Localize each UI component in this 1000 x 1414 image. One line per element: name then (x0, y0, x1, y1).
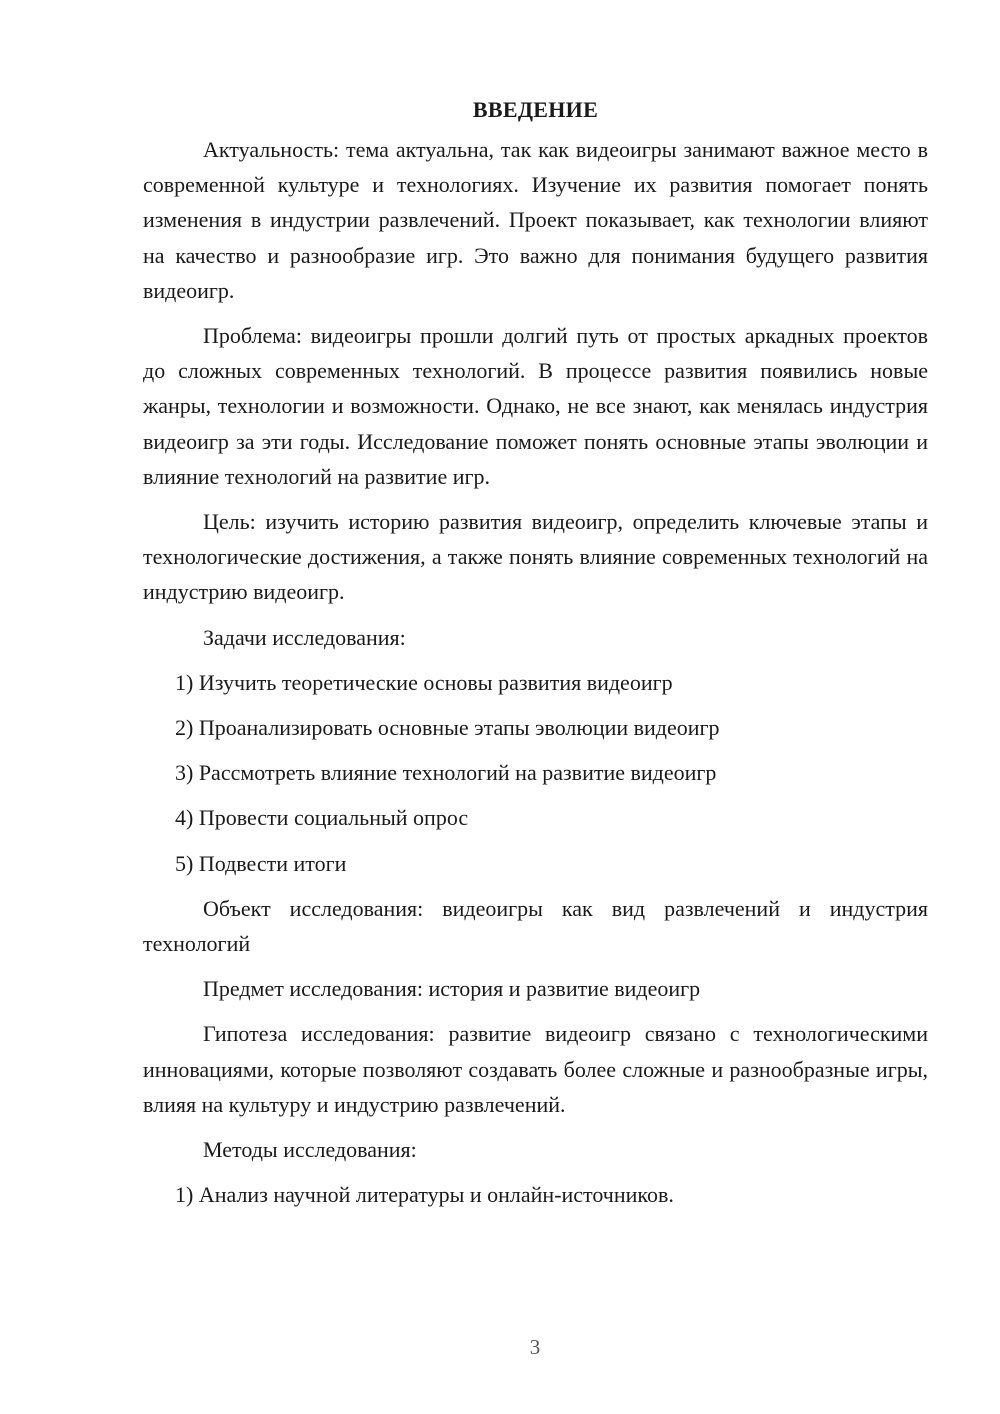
method-item-1: 1) Анализ научной литературы и онлайн-источников. (175, 1182, 674, 1208)
relevance-paragraph: Актуальность: тема актуальна, так как видеоигры занимают важное место в современной культуре и технологиях. Изучение их развития помогает понять изменения в индустрии развлечений. Проект показывает, как технологии влияют на качество и разнообразие игр. Это важно для понимания будущего развития видеоигр. (143, 137, 928, 303)
hypothesis-paragraph: Гипотеза исследования: развитие видеоигр связано с технологическими инновациями, которые позволяют создавать более сложные и разнообразные игры, влияя на культуру и индустрию развлечений. (143, 1021, 928, 1117)
methods-heading: Методы исследования: (203, 1137, 417, 1163)
task-item-2: 2) Проанализировать основные этапы эволюции видеоигр (175, 715, 720, 741)
goal-paragraph: Цель: изучить историю развития видеоигр, определить ключевые этапы и технологические достижения, а также понять влияние современных технологий на индустрию видеоигр. (143, 509, 928, 605)
page-number: 3 (529, 1335, 541, 1359)
problem-paragraph: Проблема: видеоигры прошли долгий путь от простых аркадных проектов до сложных современных технологий. В процессе развития появились новые жанры, технологии и возможности. Однако, не все знают, как менялась индустрия видеоигр за эти годы. Исследование поможет понять основные этапы эволюции и влияние технологий на развитие игр. (143, 323, 928, 489)
task-item-1: 1) Изучить теоретические основы развития видеоигр (175, 669, 673, 695)
page-title: ВВЕДЕНИЕ (472, 97, 599, 122)
task-item-5: 5) Подвести итоги (175, 850, 347, 876)
tasks-heading: Задачи исследования: (203, 624, 406, 650)
task-item-4: 4) Провести социальный опрос (175, 805, 469, 831)
object-paragraph: Объект исследования: видеоигры как вид развлечений и индустрия технологий (143, 895, 928, 957)
subject-paragraph: Предмет исследования: история и развитие видеоигр (203, 976, 701, 1002)
document-page (143, 92, 928, 1222)
task-item-3: 3) Рассмотреть влияние технологий на развитие видеоигр (175, 760, 717, 786)
